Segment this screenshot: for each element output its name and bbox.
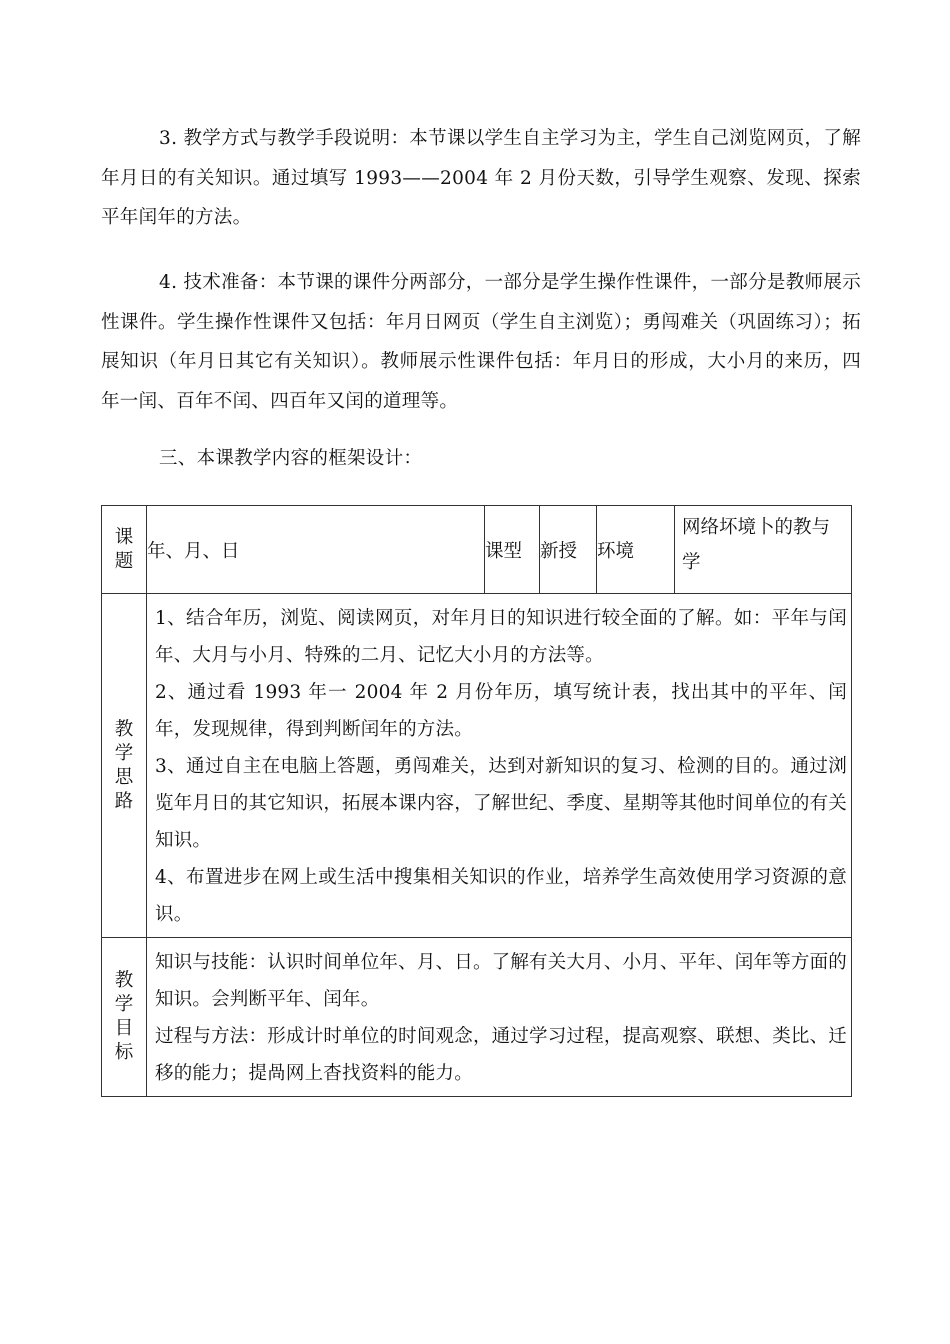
paragraph-teaching-methods: 3. 教学方式与教学手段说明：本节课以学生自主学习为主，学生自己浏览网页，了解年月日的有关知识。通过填写 1993——2004 年 2 月份天数，引导学生观察、发现、探索平年闰年的方法。: [101, 128, 861, 228]
thinking-item: 3、通过自主在电脑上答题，勇闯难关，达到对新知识的复习、检测的目的。通过浏览年月日的其它知识，拓展本课内容，了解世纪、季度、星期等其他时间单位的有关知识。: [155, 756, 847, 851]
table-row-teaching-goals: [102, 938, 852, 1097]
thinking-label-char: 思: [114, 766, 134, 788]
topic-value: 年、月、日: [147, 506, 485, 594]
goal-item: 知识与技能：认识时间单位年、月、日。了解有关大月、小月、平年、闰年等方面的知识。会判断平年、闰年。: [155, 952, 847, 1010]
thinking-label-char: 学: [114, 742, 134, 764]
table-row-teaching-thinking: [102, 594, 852, 938]
goal-label-char: 学: [114, 994, 134, 1015]
thinking-label-char: 路: [114, 790, 134, 812]
paragraph-technical-preparation: 4. 技术准备：本节课的课件分两部分，一部分是学生操作性课件，一部分是教师展示性课件。学生操作性课件又包括：年月日网页（学生自主浏览）；勇闯难关（巩固练习）；拓展知识（年月日其它有关知识）。教师展示性课件包括：年月日的形成，大小月的来历，四年一闰、百年不闰、四百年又闰的道理等。: [101, 272, 861, 412]
topic-label-cell: [102, 506, 147, 594]
thinking-label-char: 教: [114, 718, 134, 740]
goal-item: 过程与方法：形成计时单位的时间观念，通过学习过程，提高观察、联想、类比、迁移的能力；提咼网上杳找资料的能力。: [155, 1026, 847, 1084]
section-heading-framework: 三、本课教学内容的框架设计：: [159, 448, 423, 469]
env-label: 环境: [597, 506, 675, 594]
goal-label-char: 目: [114, 1018, 134, 1039]
type-value: 新授: [540, 506, 597, 594]
type-label: 课型: [485, 506, 540, 594]
topic-label-char: 题: [114, 550, 134, 572]
thinking-content: [147, 594, 852, 938]
topic-label-char: 课: [114, 526, 134, 548]
goal-content: [147, 938, 852, 1097]
goal-label-cell: [102, 938, 147, 1097]
thinking-label-cell: [102, 594, 147, 938]
table-row-topic: [102, 506, 852, 594]
thinking-item: 1、结合年历，浏览、阅读网页，对年月日的知识进行较全面的了解。如：平年与闰年、大月与小月、特殊的二月、记忆大小月的方法等。: [155, 608, 847, 666]
thinking-item: 2、通过看 1993 年一 2004 年 2 月份年历，填写统计表，找出其中的平年、闰年，发现规律，得到判断闰年的方法。: [155, 682, 847, 740]
goal-label-char: 标: [114, 1042, 134, 1063]
goal-label-char: 教: [114, 970, 134, 991]
framework-table: [101, 505, 852, 1097]
thinking-item: 4、布置进步在网上或生活中搜集相关知识的作业，培养学生高效使用学习资源的意识。: [155, 867, 847, 925]
env-value: 网络坏境卜的教与学: [675, 506, 852, 594]
